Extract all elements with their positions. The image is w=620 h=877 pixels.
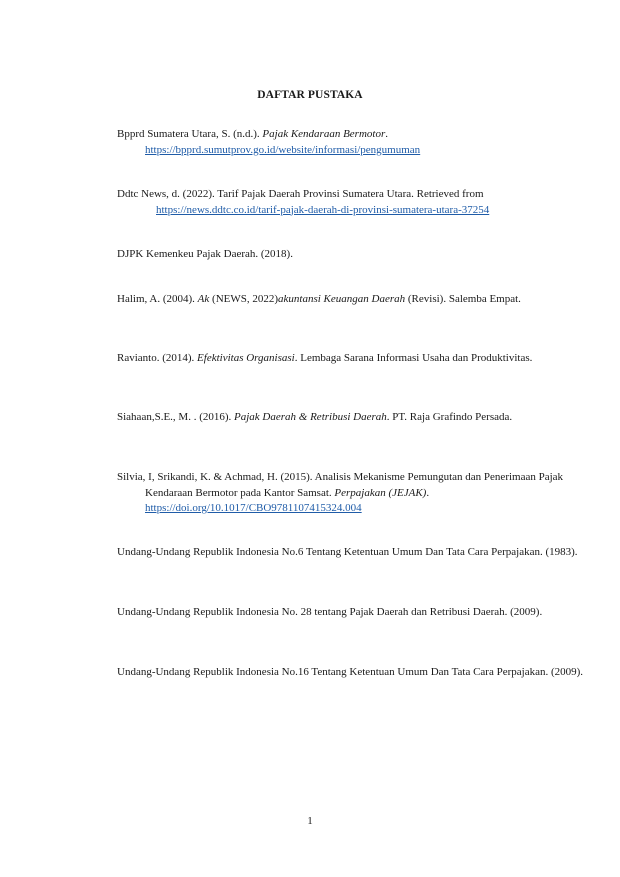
reference-title: Pajak Kendaraan Bermotor bbox=[262, 128, 386, 140]
reference-text: Undang-Undang Republik Indonesia No.6 Tentang Ketentuan Umum Dan Tata Cara Perpajakan. (1983). bbox=[117, 546, 578, 558]
reference-text: . bbox=[426, 486, 430, 499]
reference-entry bbox=[117, 351, 585, 367]
reference-text: Halim, A. (2004). bbox=[117, 293, 198, 305]
reference-entry bbox=[117, 247, 585, 263]
reference-link[interactable]: https://bpprd.sumutprov.go.id/website/informasi/pengumuman bbox=[145, 143, 421, 156]
reference-entry bbox=[117, 410, 585, 426]
reference-title: akuntansi Keuangan Daerah bbox=[278, 293, 406, 305]
reference-entry bbox=[117, 545, 585, 561]
reference-text: Silvia, I, Srikandi, K. & Achmad, H. (2015). Analisis Mekanisme Pemungutan dan Penerimaan Pajak Kendaraan Bermotor pada Kantor Samsat. bbox=[117, 471, 564, 499]
reference-title: Ak bbox=[197, 293, 210, 305]
reference-text: (NEWS, 2022) bbox=[209, 293, 279, 305]
reference-text: Ddtc News, d. (2022). Tarif Pajak Daerah Provinsi Sumatera Utara. Retrieved from bbox=[117, 188, 484, 200]
reference-link[interactable]: https://news.ddtc.co.id/tarif-pajak-daerah-di-provinsi-sumatera-utara-37254 bbox=[156, 203, 490, 216]
reference-text: DJPK Kemenkeu Pajak Daerah. (2018). bbox=[117, 248, 293, 260]
reference-link[interactable]: https://doi.org/10.1017/CBO9781107415324.004 bbox=[145, 502, 362, 514]
reference-text: (Revisi). Salemba Empat. bbox=[405, 293, 521, 305]
reference-entry bbox=[117, 292, 585, 308]
reference-entry bbox=[117, 470, 585, 517]
reference-entry bbox=[117, 605, 585, 621]
reference-title: Pajak Daerah & Retribusi Daerah bbox=[234, 411, 387, 423]
reference-title: Perpajakan (JEJAK) bbox=[334, 486, 427, 499]
reference-entry bbox=[117, 187, 585, 218]
page-number: 1 bbox=[307, 815, 313, 827]
reference-text: Ravianto. (2014). bbox=[117, 352, 198, 364]
page-title: DAFTAR PUSTAKA bbox=[257, 89, 363, 101]
reference-text: . Lembaga Sarana Informasi Usaha dan Produktivitas. bbox=[294, 352, 533, 364]
reference-title: Efektivitas Organisasi bbox=[197, 352, 295, 364]
reference-text: Undang-Undang Republik Indonesia No.16 Tentang Ketentuan Umum Dan Tata Cara Perpajakan. (2009). bbox=[117, 666, 584, 678]
reference-text: Siahaan,S.E., M. . (2016). bbox=[117, 411, 235, 423]
reference-text: . PT. Raja Grafindo Persada. bbox=[386, 411, 513, 423]
reference-entry bbox=[117, 127, 585, 158]
reference-entry bbox=[117, 665, 585, 681]
reference-text: Bpprd Sumatera Utara, S. (n.d.). bbox=[117, 128, 263, 140]
reference-text: . bbox=[385, 128, 388, 140]
reference-text: Undang-Undang Republik Indonesia No. 28 tentang Pajak Daerah dan Retribusi Daerah. (2009). bbox=[117, 606, 543, 618]
